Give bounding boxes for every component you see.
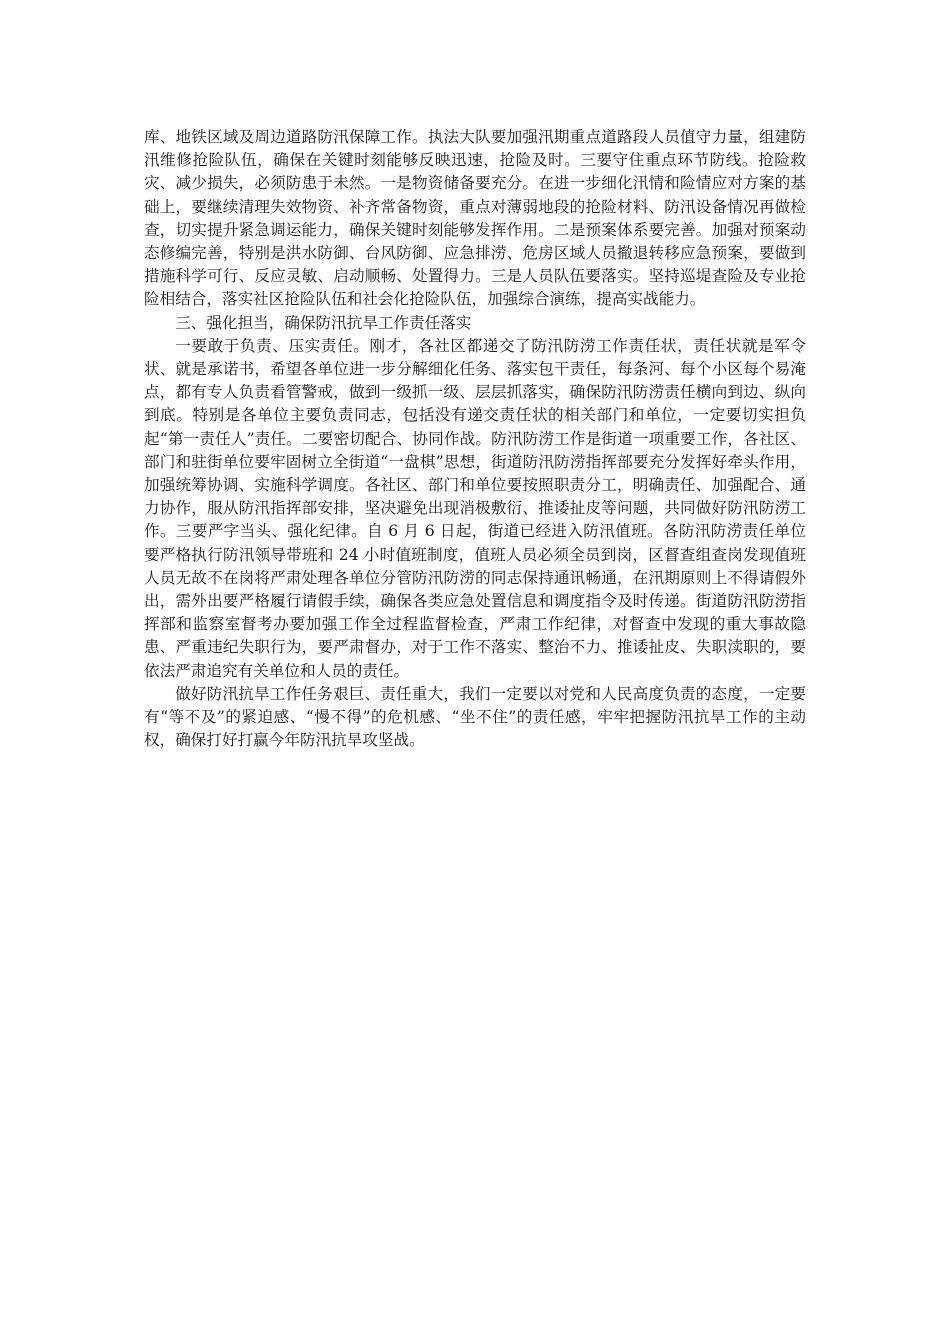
document-body [144,126,806,752]
section-heading-three: 三、强化担当，确保防汛抗旱工作责任落实 [175,313,472,332]
paragraph-flood-preparedness: 库、地铁区域及周边道路防汛保障工作。执法大队要加强汛期重点道路段人员值守力量，组建防汛维修抢险队伍，确保在关键时刻能够反映迅速，抢险及时。三要守住重点环节防线。抢险救灾、减少损失，必须防患于未然。一是物资储备要充分。在进一步细化汛情和险情应对方案的基础上，要继续清理失效物资、补齐常备物资，重点对薄弱地段的抢险材料、防汛设备情况再做检查，切实提升紧急调运能力，确保关键时刻能够发挥作用。二是预案体系要完善。加强对预案动态修编完善，特别是洪水防御、台风防御、应急排涝、危房区域人员撤退转移应急预案，要做到措施科学可行、反应灵敏、启动顺畅、处置得力。三是人员队伍要落实。坚持巡堤查险及专业抢险相结合，落实社区抢险队伍和社会化抢险队伍，加强综合演练，提高实战能力。 [144,128,806,309]
paragraph-conclusion: 做好防汛抗旱工作任务艰巨、责任重大，我们一定要以对党和人民高度负责的态度，一定要有“等不及”的紧迫感、“慢不得”的危机感、“坐不住”的责任感，牢牢把握防汛抗旱工作的主动权，确保打好打赢今年防汛抗旱攻坚战。 [144,684,806,750]
paragraph-responsibility: 一要敢于负责、压实责任。刚才，各社区都递交了防汛防涝工作责任状，责任状就是军令状、就是承诺书，希望各单位进一步分解细化任务、落实包干责任，每条河、每个小区每个易淹点，都有专人负责看管警戒，做到一级抓一级、层层抓落实，确保防汛防涝责任横向到边、纵向到底。特别是各单位主要负责同志，包括没有递交责任状的相关部门和单位，一定要切实担负起“第一责任人”责任。二要密切配合、协同作战。防汛防涝工作是街道一项重要工作，各社区、部门和驻街单位要牢固树立全街道“一盘棋”思想，街道防汛防涝指挥部要充分发挥好牵头作用，加强统筹协调、实施科学调度。各社区、部门和单位要按照职责分工，明确责任、加强配合、通力协作，服从防汛指挥部安排，坚决避免出现消极敷衍、推诿扯皮等问题，共同做好防汛防涝工作。三要严字当头、强化纪律。自 6 月 6 日起，街道已经进入防汛值班。各防汛防涝责任单位要严格执行防汛领导带班和 24 小时值班制度，值班人员必须全员到岗，区督查组查岗发现值班人员无故不在岗将严肃处理各单位分管防汛防涝的同志保持通讯畅通，在汛期原则上不得请假外出，需外出要严格履行请假手续，确保各类应急处置信息和调度指令及时传递。街道防汛防涝指挥部和监察室督考办要加强工作全过程监督检查，严肃工作纪律，对督查中发现的重大事故隐患、严重违纪失职行为，要严肃督办，对于工作不落实、整治不力、推诿扯皮、失职渎职的，要依法严肃追究有关单位和人员的责任。 [144,336,806,680]
